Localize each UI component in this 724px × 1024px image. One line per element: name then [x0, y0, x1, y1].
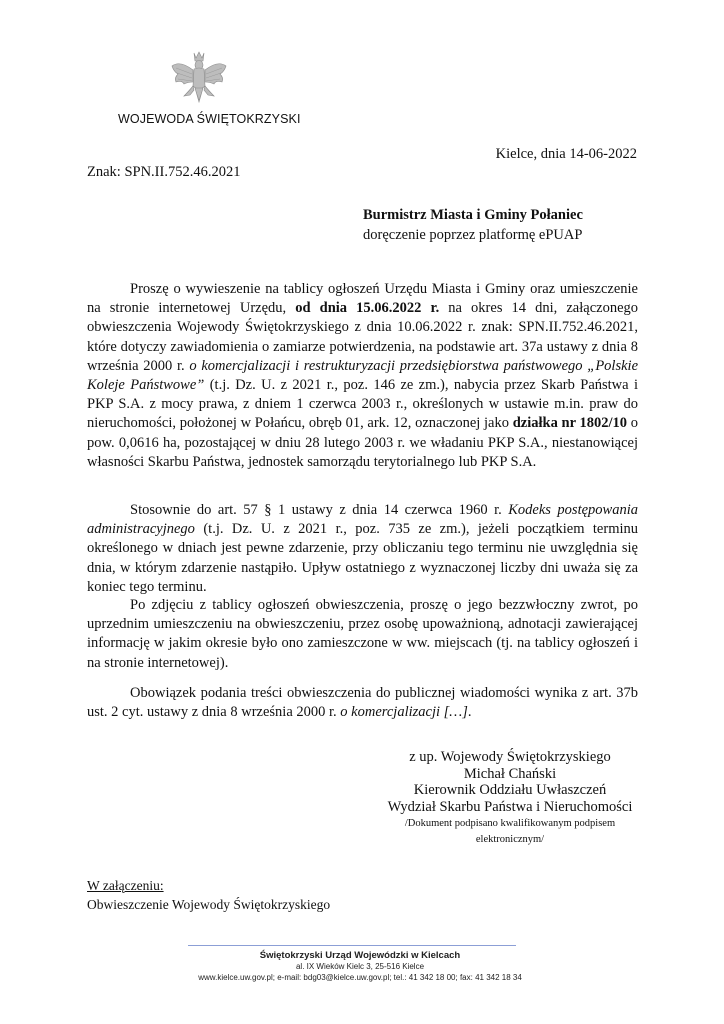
footer-address: al. IX Wieków Kielc 3, 25-516 Kielce — [295, 962, 425, 971]
attachments-block — [87, 877, 330, 914]
p4-text-c: . — [467, 704, 472, 721]
recipient-block — [363, 205, 583, 245]
issuer-title: WOJEWODA ŚWIĘTOKRZYSKI — [118, 112, 301, 126]
e-signature-note-line1: /Dokument podpisano kwalifikowanym podpisem — [404, 818, 616, 829]
footer-organization: Świętokrzyski Urząd Wojewódzki w Kielcach — [259, 950, 461, 961]
p2-code-title: Kodeks postępowania administracyjnego — [87, 502, 638, 538]
p2-text-c: (t.j. Dz. U. z 2021 r., poz. 735 ze zm.), jeżeli początkiem terminu określonego w dniach jest pewne zdarzenie, przy obliczaniu tego terminu nie uwzględnia się dnia, w którym zdarzenie nastąpiło. Upływ ostatniego z wyznaczonej liczby dni uważa się za koniec tego terminu. — [87, 521, 638, 595]
e-signature-note-line2: elektronicznym/ — [475, 834, 545, 845]
footer-contact: www.kielce.uw.gov.pl; e-mail: bdg03@kielce.uw.gov.pl; tel.: 41 342 18 00; fax: 41 342 18 34 — [198, 973, 522, 982]
p1-act-title: o komercjalizacji i restrukturyzacji przedsiębiorstwa państwowego „Polskie Koleje Państwowe” — [87, 357, 638, 394]
signature-authority: z up. Wojewody Świętokrzyskiego — [409, 749, 611, 765]
p1-start-date: od dnia 15.06.2022 r. — [295, 300, 440, 317]
paragraph-3 — [87, 596, 638, 673]
p4-text-a: Obowiązek podania treści obwieszczenia do publicznej wiadomości wynika z art. 37b ust. 2 cyt. ustawy z dnia 8 września 2000 r. — [87, 685, 638, 721]
place-date: Kielce, dnia 14-06-2022 — [495, 146, 637, 162]
p1-parcel-number: działka nr 1802/10 — [512, 415, 628, 432]
p3-text: Po zdjęciu z tablicy ogłoszeń obwieszczenia, proszę o jego bezzwłoczny zwrot, po uprzednim umieszczeniu na obwieszczeniu, przez osobę upoważnioną, adnotacji zawierającej informację w jakim okresie było ono zamieszczone w ww. miejscach (tj. na tablicy ogłoszeń i na stronie internetowej). — [87, 597, 638, 671]
p1-text-e: (t.j. Dz. U. z 2021 r., poz. 146 ze zm.), nabycia przez Skarb Państwa i PKP S.A. z mocy prawa, z dniem 1 czerwca 2003 r., określonych w ustawie m.in. praw do nieruchomości, położonej w Połańcu, obręb 01, ark. 12, oznaczonej jako — [87, 377, 638, 432]
p1-text-a: Proszę o wywieszenie na tablicy ogłoszeń Urzędu Miasta i Gminy oraz umieszczenie na stronie internetowej Urzędu, — [87, 281, 638, 317]
p1-text-g: o pow. 0,0616 ha, pozostającej w dniu 28 lutego 2003 r. we władaniu PKP S.A., niestanowiącej własności Skarbu Państwa, jednostek samorządu terytorialnego lub PKP S.A. — [87, 415, 639, 470]
paragraph-2 — [87, 501, 638, 597]
attachment-item: Obwieszczenie Wojewody Świętokrzyskiego — [87, 896, 331, 912]
footer-divider — [188, 945, 516, 946]
paragraph-4 — [87, 684, 638, 722]
attachments-label: W załączeniu: — [87, 878, 164, 893]
footer — [160, 950, 560, 983]
paragraph-1 — [87, 280, 638, 472]
e-signature-note — [360, 816, 660, 848]
signatory-department: Wydział Skarbu Państwa i Nieruchomości — [387, 798, 633, 815]
reference-number: Znak: SPN.II.752.46.2021 — [87, 164, 241, 180]
delivery-method: doręczenie poprzez platformę ePUAP — [363, 227, 583, 243]
signatory-name: Michał Chański — [463, 765, 557, 782]
p4-act-short: o komercjalizacji […] — [340, 704, 468, 721]
recipient-name: Burmistrz Miasta i Gminy Połaniec — [363, 207, 583, 223]
signature-block — [360, 749, 660, 848]
polish-eagle-emblem-icon — [168, 50, 230, 110]
signatory-position: Kierownik Oddziału Uwłaszczeń — [413, 782, 607, 798]
p1-text-c: na okres 14 dni, załączonego obwieszczenia Wojewody Świętokrzyskiego z dnia 10.06.2022 r. znak: SPN.II.752.46.2021, które dotyczy zawiadomienia o zamiarze potwierdzenia, na podstawie art. 37a ustawy z dnia 8 września 2000 r. — [87, 300, 639, 374]
p2-text-a: Stosownie do art. 57 § 1 ustawy z dnia 14 czerwca 1960 r. — [130, 502, 509, 518]
